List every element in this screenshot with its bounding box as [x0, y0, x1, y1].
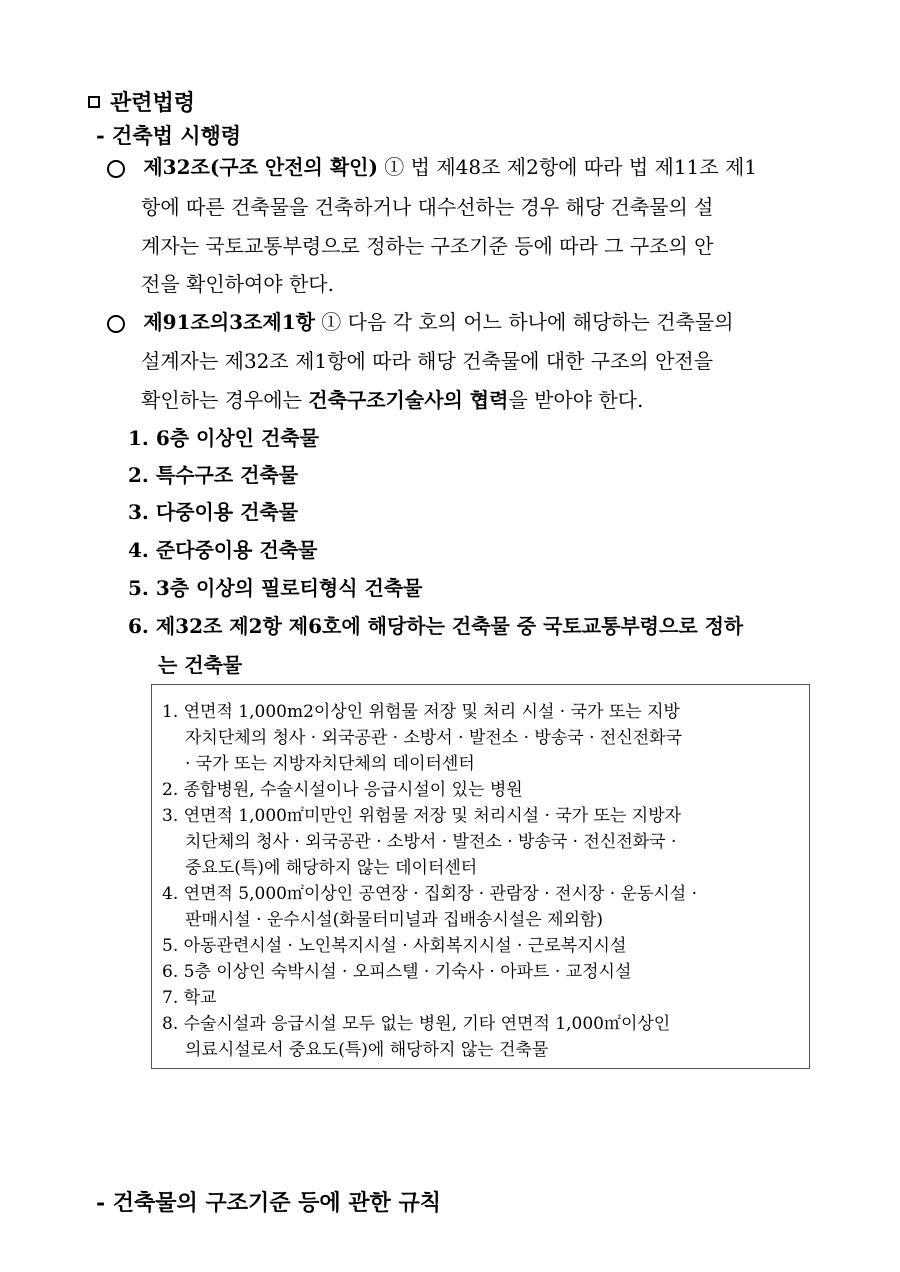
law-title-structural-rules: - 건축물의 구조기준 등에 관한 규칙 [96, 1190, 441, 1216]
box-line: 치단체의 청사 · 외국공관 · 소방서 · 발전소 · 방송국 · 전신전화국 · [185, 832, 677, 852]
para1-line2: 항에 따른 건축물을 건축하거나 대수선하는 경우 해당 건축물의 설 [141, 195, 714, 219]
box-line: 6. 5층 이상인 숙박시설 · 오피스텔 · 기숙사 · 아파트 · 교정시설 [162, 962, 632, 982]
building-type-box [151, 684, 810, 1069]
box-line: 판매시설 · 운수시설(화물터미널과 집배송시설은 제외함) [185, 910, 603, 930]
section-heading [88, 86, 195, 117]
para2-line3 [141, 384, 643, 413]
box-line: 3. 연면적 1,000㎡미만인 위험물 저장 및 처리시설 · 국가 또는 지방자 [162, 806, 682, 826]
heading-text: 관련법령 [110, 90, 196, 116]
box-line: 의료시설로서 중요도(특)에 해당하지 않는 건축물 [185, 1040, 549, 1060]
box-line: 2. 종합병원, 수술시설이나 응급시설이 있는 병원 [162, 780, 523, 800]
box-line: 4. 연면적 5,000㎡이상인 공연장 · 집회장 · 관람장 · 전시장 · 운동시설 · [162, 884, 698, 904]
para2-line3-post: 을 받아야 한다. [508, 388, 644, 412]
checkbox-icon [88, 96, 100, 108]
para2-line1 [107, 306, 734, 335]
circle-bullet-icon [107, 315, 125, 333]
para1-line1-rest: ① 법 제48조 제2항에 따라 법 제11조 제1 [377, 155, 757, 179]
para1-line4: 전을 확인하여야 한다. [141, 272, 334, 296]
box-line: 중요도(특)에 해당하지 않는 데이터센터 [185, 858, 478, 878]
para2-line2: 설계자는 제32조 제1항에 따라 해당 건축물에 대한 구조의 안전을 [141, 349, 714, 373]
box-line: 1. 연면적 1,000m2이상인 위험물 저장 및 처리 시설 · 국가 또는 지방 [162, 702, 680, 722]
para1-line1 [107, 151, 757, 180]
list-item: 1. 6층 이상인 건축물 [128, 426, 319, 450]
para2-line3-bold: 건축구조기술사의 협력 [308, 388, 509, 412]
list-item-continuation: 는 건축물 [158, 653, 243, 677]
law-title-enforcement-decree: - 건축법 시행령 [96, 123, 242, 148]
para2-line3-pre: 확인하는 경우에는 [141, 388, 309, 412]
circle-bullet-icon [107, 160, 125, 178]
list-item: 6. 제32조 제2항 제6호에 해당하는 건축물 중 국토교통부령으로 정하 [128, 614, 744, 638]
box-line: 7. 학교 [162, 988, 217, 1008]
para2-lead: 제91조의3조제1항 [143, 310, 315, 334]
para1-lead: 제32조(구조 안전의 확인) [143, 155, 378, 179]
box-line: 8. 수술시설과 응급시설 모두 없는 병원, 기타 연면적 1,000㎡이상인 [162, 1014, 671, 1034]
box-line: 5. 아동관련시설 · 노인복지시설 · 사회복지시설 · 근로복지시설 [162, 936, 627, 956]
para1-line3: 계자는 국토교통부령으로 정하는 구조기준 등에 따라 그 구조의 안 [141, 234, 714, 258]
box-line: · 국가 또는 지방자치단체의 데이터센터 [185, 754, 475, 774]
list-item: 4. 준다중이용 건축물 [128, 538, 318, 562]
para2-line1-rest: ① 다음 각 호의 어느 하나에 해당하는 건축물의 [314, 310, 734, 334]
list-item: 5. 3층 이상의 필로티형식 건축물 [128, 576, 423, 600]
list-item: 3. 다중이용 건축물 [128, 500, 299, 524]
list-item: 2. 특수구조 건축물 [128, 463, 299, 487]
box-line: 자치단체의 청사 · 외국공관 · 소방서 · 발전소 · 방송국 · 전신전화국 [185, 728, 683, 748]
